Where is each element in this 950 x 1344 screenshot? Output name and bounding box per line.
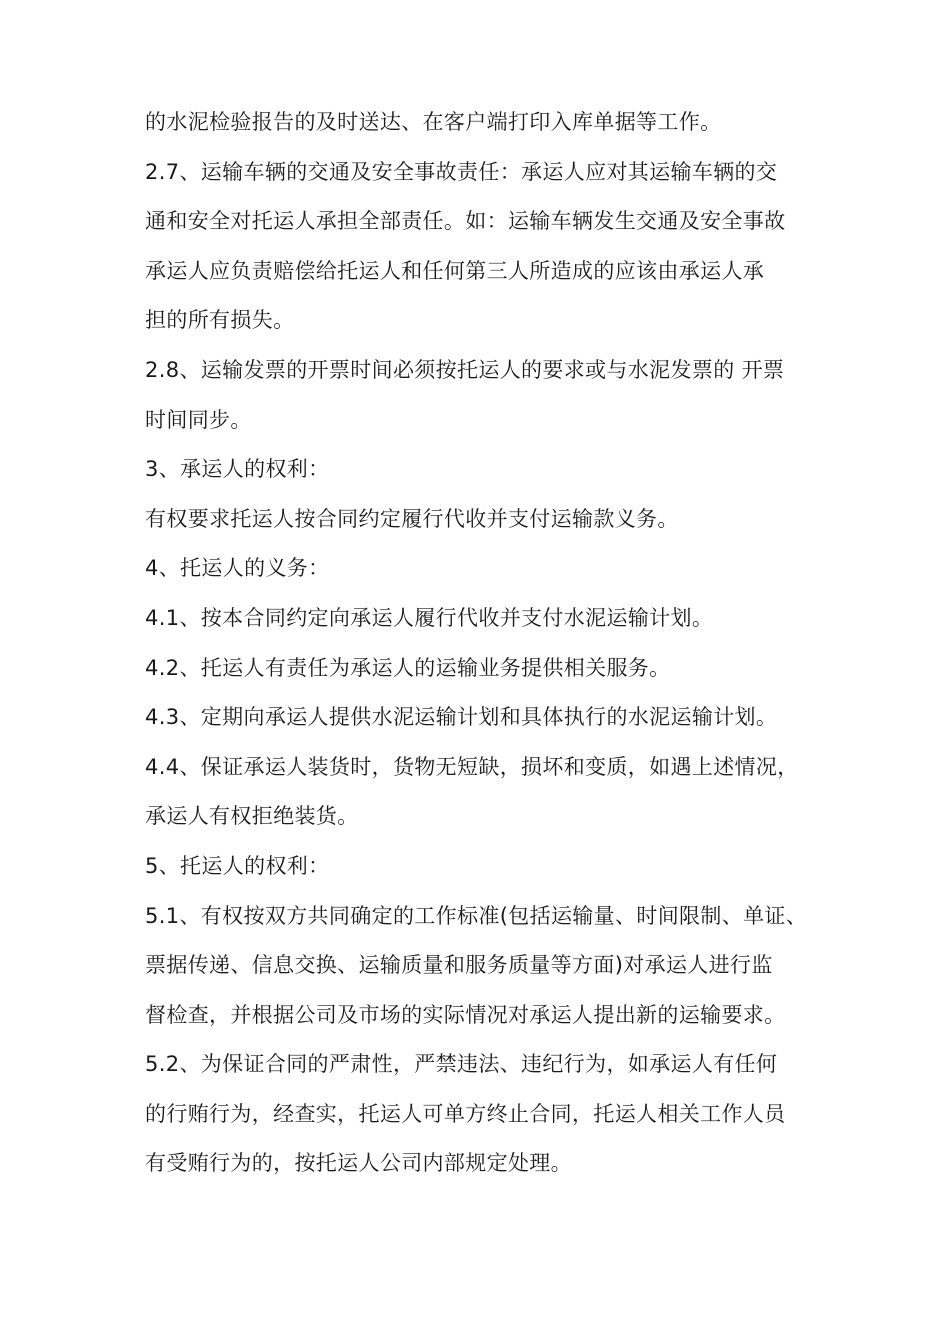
- text-line: 通和安全对托运人承担全部责任。如：运输车辆发生交通及安全事故: [145, 209, 786, 234]
- section-heading: 4、托运人的义务：: [145, 556, 330, 581]
- text-line: 督检查，并根据公司及市场的实际情况对承运人提出新的运输要求。: [145, 1002, 786, 1027]
- text-line: 时间同步。: [145, 407, 252, 432]
- text-line: 4.3、定期向承运人提供水泥运输计划和具体执行的水泥运输计划。: [145, 705, 778, 730]
- text-line: 5.2、为保证合同的严肃性，严禁违法、违纪行为，如承运人有任何: [145, 1052, 778, 1077]
- text-line: 承运人应负责赔偿给托运人和任何第三人所造成的应该由承运人承: [145, 258, 765, 283]
- text-line: 担的所有损失。: [145, 308, 295, 333]
- text-line: 的行贿行为，经查实，托运人可单方终止合同，托运人相关工作人员: [145, 1101, 786, 1126]
- section-heading: 5、托运人的权利：: [145, 853, 330, 878]
- text-line: 4.2、托运人有责任为承运人的运输业务提供相关服务。: [145, 655, 671, 680]
- text-line: 2.8、运输发票的开票时间必须按托运人的要求或与水泥发票的 开票: [145, 357, 785, 382]
- text-line: 2.7、运输车辆的交通及安全事故责任：承运人应对其运输车辆的交: [145, 159, 778, 184]
- text-line: 5.1、有权按双方共同确定的工作标准(包括运输量、时间限制、单证、: [145, 903, 808, 928]
- text-line: 4.4、保证承运人装货时，货物无短缺，损坏和变质，如遇上述情况，: [145, 754, 799, 779]
- text-line: 4.1、按本合同约定向承运人履行代收并支付水泥运输计划。: [145, 605, 714, 630]
- document-body: [145, 98, 825, 1189]
- text-line: 有权要求托运人按合同约定履行代收并支付运输款义务。: [145, 506, 679, 531]
- section-heading: 3、承运人的权利：: [145, 457, 330, 482]
- text-line: 的水泥检验报告的及时送达、在客户端打印入库单据等工作。: [145, 110, 722, 134]
- text-line: 有受贿行为的，按托运人公司内部规定处理。: [145, 1151, 572, 1176]
- text-line: 承运人有权拒绝装货。: [145, 804, 359, 829]
- text-line: 票据传递、信息交换、运输质量和服务质量等方面)对承运人进行监: [145, 953, 773, 978]
